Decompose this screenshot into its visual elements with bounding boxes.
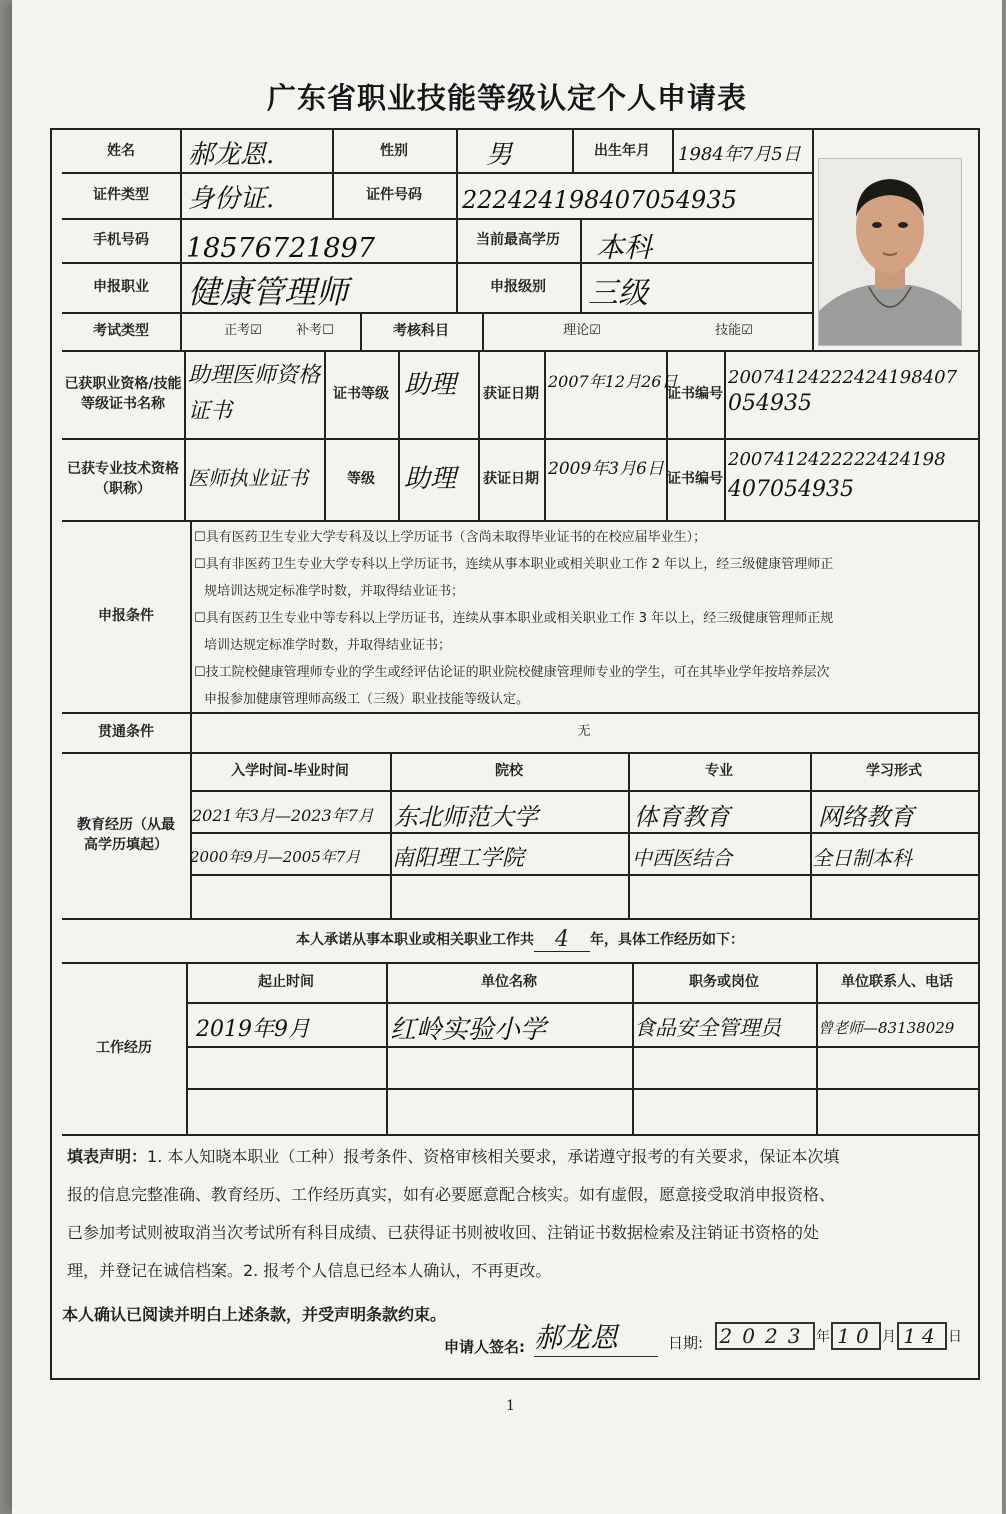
col-divider <box>184 350 186 520</box>
edu-row1-period: 2021年3月—2023年7月 <box>192 805 374 825</box>
subject-label: 考核科目 <box>393 322 449 339</box>
col-divider <box>724 350 726 520</box>
col-divider <box>672 130 674 172</box>
month-unit: 月 <box>882 1329 896 1345</box>
date-month[interactable]: 10 <box>831 1322 881 1350</box>
application-form-paper <box>12 0 1002 1514</box>
date-label: 日期: <box>668 1334 704 1352</box>
work-header-position: 职务或岗位 <box>689 973 759 990</box>
professional-grade-value: 助理 <box>404 463 457 494</box>
row-divider <box>62 1134 978 1136</box>
birth-label: 出生年月 <box>594 142 650 159</box>
condition-line[interactable]: ☐具有医药卫生专业大学专科及以上学历证书（含尚未取得毕业证书的在校应届毕业生）； <box>194 530 707 545</box>
qualification-number-line1: 20074124222424198407 <box>728 366 958 388</box>
exam-first-option[interactable]: 正考☑ <box>224 322 262 338</box>
name-label: 姓名 <box>107 142 135 159</box>
condition-line[interactable]: ☐具有医药卫生专业中等专科以上学历证书，连续从事本职业或相关职业工作 3 年以上，经三级健康管理师正规 <box>194 611 834 626</box>
work-header-contact: 单位联系人、电话 <box>841 973 953 990</box>
signature-field[interactable]: 郝龙恩 <box>534 1316 658 1357</box>
date-year[interactable]: 2023 <box>715 1322 815 1350</box>
date-day[interactable]: 14 <box>897 1322 947 1350</box>
row-divider <box>186 1002 978 1004</box>
skill-option[interactable]: 技能☑ <box>715 322 753 338</box>
edu-row2-school: 南阳理工学院 <box>392 845 525 871</box>
page-number: 1 <box>506 1398 515 1414</box>
education-level-label: 当前最高学历 <box>476 231 560 248</box>
edu-row2-period: 2000年9月—2005年7月 <box>190 847 361 866</box>
professional-number-line1: 2007412422222424198 <box>728 448 946 470</box>
professional-date-value: 2009年3月6日 <box>548 458 664 479</box>
qualification-cert-name: 助理医师资格证书 <box>188 363 321 424</box>
education-level-value: 本科 <box>596 231 653 264</box>
declaration-head: 填表声明： <box>67 1147 148 1166</box>
qualification-number-line2: 054935 <box>728 390 812 416</box>
condition-line[interactable]: ☐具有非医药卫生专业大学专科以上学历证书，连续从事本职业或相关职业工作 2 年以上，经三级健康管理师正 <box>194 557 834 572</box>
gender-value: 男 <box>486 139 513 170</box>
gender-label: 性别 <box>380 142 408 159</box>
edu-row2-mode: 全日制本科 <box>812 845 912 870</box>
commit-prefix: 本人承诺从事本职业或相关职业工作共 <box>296 931 534 948</box>
job-value: 健康管理师 <box>188 273 349 311</box>
through-value: 无 <box>577 723 591 739</box>
qualification-date-label: 获证日期 <box>483 385 539 402</box>
col-divider <box>812 130 814 350</box>
edu-header-period: 入学时间-毕业时间 <box>231 762 349 779</box>
work-header-unit: 单位名称 <box>481 973 537 990</box>
year-unit: 年 <box>816 1329 830 1345</box>
col-divider <box>482 312 484 350</box>
id-number-value: 222424198407054935 <box>462 186 737 214</box>
phone-value: 18576721897 <box>186 232 375 264</box>
edu-row1-mode: 网络教育 <box>818 802 914 831</box>
row-divider <box>186 1088 978 1090</box>
work-commitment <box>62 918 978 962</box>
apply-level-label: 申报级别 <box>490 278 546 295</box>
id-number-label: 证件号码 <box>366 186 422 203</box>
date-field[interactable] <box>714 1322 962 1350</box>
phone-label: 手机号码 <box>93 231 149 248</box>
edu-header-school: 院校 <box>495 762 523 779</box>
day-unit: 日 <box>948 1329 962 1345</box>
signature-label: 申请人签名: <box>444 1338 525 1356</box>
conditions-list <box>194 524 964 713</box>
commit-years: 4 <box>534 929 590 952</box>
professional-number-label: 证书编号 <box>667 470 723 487</box>
col-divider <box>580 218 582 312</box>
condition-line: 申报参加健康管理师高级工（三级）职业技能等级认定。 <box>204 692 530 707</box>
professional-cert-name: 医师执业证书 <box>188 466 308 490</box>
professional-grade-label: 等级 <box>347 470 375 487</box>
commit-suffix: 年，具体工作经历如下： <box>590 931 744 948</box>
declaration-line: 已参加考试则被取消当次考试所有科目成绩、已获得证书则被收回、注销证书数据检索及注销证书资格的处 <box>67 1223 820 1242</box>
declaration-line: 理，并登记在诚信档案。2. 报考个人信息已经本人确认，不再更改。 <box>67 1261 552 1280</box>
qualification-grade-value: 助理 <box>404 369 457 400</box>
professional-date-label: 获证日期 <box>483 470 539 487</box>
work-label: 工作经历 <box>96 1039 152 1056</box>
row-divider <box>62 520 978 522</box>
row-divider <box>190 790 978 792</box>
confirmation-statement: 本人确认已阅读并明白上述条款，并受声明条款约束。 <box>62 1305 447 1324</box>
qualification-date-value: 2007年12月26日 <box>548 371 678 391</box>
edu-header-major: 专业 <box>705 762 733 779</box>
declaration-line: 1. 本人知晓本职业（工种）报考条件、资格审核相关要求，承诺遵守报考的有关要求，保证本次填 <box>147 1147 840 1166</box>
work-row1-position: 食品安全管理员 <box>634 1016 781 1040</box>
work-row1-unit: 红岭实验小学 <box>390 1014 547 1045</box>
col-divider <box>544 350 546 520</box>
condition-line: 规培训达规定标准学时数，并取得结业证书； <box>204 584 465 599</box>
birth-value: 1984年7月5日 <box>678 144 801 165</box>
id-type-label: 证件类型 <box>93 186 149 203</box>
edu-header-mode: 学习形式 <box>866 762 922 779</box>
form-title: 广东省职业技能等级认定个人申请表 <box>266 81 747 115</box>
edu-row1-major: 体育教育 <box>634 802 730 831</box>
edu-row1-school: 东北师范大学 <box>394 802 538 831</box>
edu-row2-major: 中西医结合 <box>632 845 732 870</box>
portrait-image <box>819 159 961 345</box>
id-type-value: 身份证. <box>188 183 275 214</box>
apply-level-value: 三级 <box>588 276 648 311</box>
work-row1-period: 2019年9月 <box>196 1016 310 1042</box>
qualification-number-label: 证书编号 <box>667 385 723 402</box>
exam-makeup-option[interactable]: 补考☐ <box>296 322 334 338</box>
through-label: 贯通条件 <box>98 723 154 740</box>
col-divider <box>180 130 182 350</box>
education-label: 教育经历（从最高学历填起） <box>77 816 175 853</box>
exam-type-label: 考试类型 <box>93 322 149 339</box>
declaration-text <box>67 1138 967 1290</box>
conditions-label: 申报条件 <box>98 607 154 624</box>
qualification-grade-label: 证书等级 <box>333 385 389 402</box>
condition-line[interactable]: ☐技工院校健康管理师专业的学生或经评估论证的职业院校健康管理师专业的学生，可在其毕业学年按培养层次 <box>194 665 830 680</box>
job-label: 申报职业 <box>93 278 149 295</box>
declaration-line: 报的信息完整准确、教育经历、工作经历真实，如有必要愿意配合核实。如有虚假，愿意接受取消申报资格、 <box>67 1185 836 1204</box>
theory-option[interactable]: 理论☑ <box>563 322 601 338</box>
applicant-photo <box>818 158 962 346</box>
condition-line: 培训达规定标准学时数，并取得结业证书； <box>204 638 452 653</box>
work-row1-contact: 曾老师—83138029 <box>818 1018 955 1037</box>
name-value: 郝龙恩. <box>188 139 275 170</box>
col-divider <box>398 350 400 520</box>
qualification-cert-label: 已获职业资格/技能等级证书名称 <box>64 375 182 412</box>
work-header-period: 起止时间 <box>258 973 314 990</box>
professional-number-line2: 407054935 <box>728 476 854 502</box>
professional-title-label: 已获专业技术资格（职称） <box>67 460 179 497</box>
